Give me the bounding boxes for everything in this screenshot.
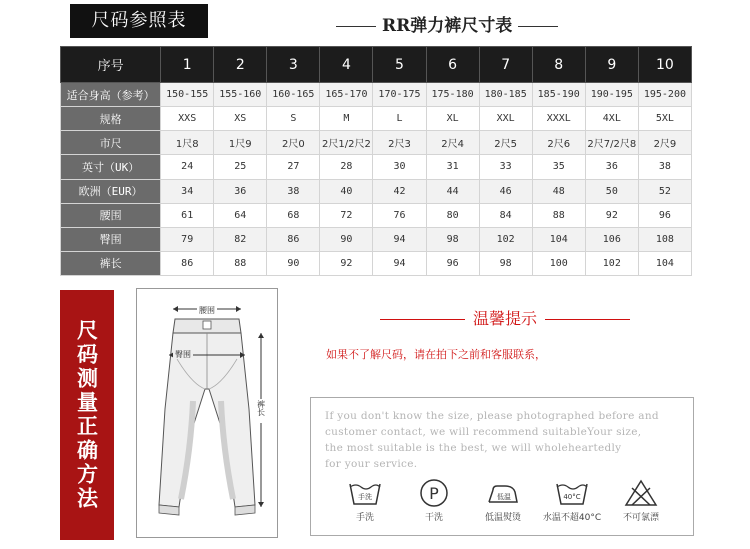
tips-rule-right	[545, 319, 630, 320]
table-cell: 38	[638, 155, 691, 179]
table-row	[61, 179, 692, 203]
page-title	[330, 14, 560, 38]
table-cell: 2尺5	[479, 131, 532, 155]
table-cell: 165-170	[320, 83, 373, 107]
table-cell: 64	[214, 203, 267, 227]
table-cell: 100	[532, 251, 585, 275]
care-label: 手洗	[355, 513, 374, 523]
care-item-hand-wash	[333, 478, 397, 530]
table-cell: 94	[373, 227, 426, 251]
column-header-size-6: 6	[426, 47, 479, 83]
table-cell: 24	[161, 155, 214, 179]
row-label: 欧洲（EUR）	[61, 179, 161, 203]
tips-heading	[355, 306, 655, 332]
table-row	[61, 83, 692, 107]
table-cell: 94	[373, 251, 426, 275]
table-cell: 40	[320, 179, 373, 203]
care-label: 不可氯漂	[622, 513, 659, 523]
care-item-low-temp-iron	[471, 478, 535, 530]
size-table-header	[61, 47, 692, 83]
table-cell: 61	[161, 203, 214, 227]
table-row	[61, 131, 692, 155]
table-cell: 88	[532, 203, 585, 227]
care-icons-row	[333, 478, 673, 530]
title-rule-right	[518, 26, 558, 27]
table-cell: 90	[320, 227, 373, 251]
table-cell: 195-200	[638, 83, 691, 107]
table-cell: 88	[214, 251, 267, 275]
table-cell: 102	[479, 227, 532, 251]
tips-en-line: customer contact, we will recommend suitableYour size,	[325, 426, 642, 438]
table-cell: 46	[479, 179, 532, 203]
table-cell: 104	[638, 251, 691, 275]
table-cell: 2尺1/2尺2	[320, 131, 373, 155]
table-cell: 98	[426, 227, 479, 251]
column-header-size-5: 5	[373, 47, 426, 83]
svg-text:40°C: 40°C	[563, 493, 581, 501]
column-header-index: 序号	[61, 47, 161, 83]
length-label: 裤长	[256, 400, 266, 416]
row-label: 市尺	[61, 131, 161, 155]
size-table	[60, 46, 692, 276]
table-cell: 48	[532, 179, 585, 203]
table-cell: XXL	[479, 107, 532, 131]
table-cell: 80	[426, 203, 479, 227]
tips-en-text	[325, 408, 685, 472]
table-cell: 2尺7/2尺8	[585, 131, 638, 155]
table-cell: 35	[532, 155, 585, 179]
column-header-size-10: 10	[638, 47, 691, 83]
table-cell: 84	[479, 203, 532, 227]
wash-40-icon	[554, 478, 590, 508]
table-cell: 44	[426, 179, 479, 203]
title-text: RR弹力裤尺寸表	[382, 16, 513, 36]
tips-rule-left	[380, 319, 465, 320]
table-cell: 98	[479, 251, 532, 275]
table-cell: 82	[214, 227, 267, 251]
table-cell: 27	[267, 155, 320, 179]
row-label: 臀围	[61, 227, 161, 251]
table-row	[61, 107, 692, 131]
table-cell: 96	[426, 251, 479, 275]
table-cell: 92	[585, 203, 638, 227]
table-cell: 90	[267, 251, 320, 275]
table-cell: 106	[585, 227, 638, 251]
table-row	[61, 227, 692, 251]
pants-diagram	[136, 288, 278, 538]
table-cell: M	[320, 107, 373, 131]
table-cell: 150-155	[161, 83, 214, 107]
table-cell: 102	[585, 251, 638, 275]
table-cell: 92	[320, 251, 373, 275]
table-cell: 4XL	[585, 107, 638, 131]
table-cell: 180-185	[479, 83, 532, 107]
column-header-size-8: 8	[532, 47, 585, 83]
table-cell: 50	[585, 179, 638, 203]
column-header-size-9: 9	[585, 47, 638, 83]
table-cell: 160-165	[267, 83, 320, 107]
care-label: 水温不超40°C	[542, 513, 602, 523]
table-cell: L	[373, 107, 426, 131]
table-cell: 185-190	[532, 83, 585, 107]
waist-label: 腰围	[199, 306, 215, 315]
row-label: 规格	[61, 107, 161, 131]
table-cell: 86	[267, 227, 320, 251]
table-cell: 38	[267, 179, 320, 203]
svg-text:手洗: 手洗	[358, 493, 372, 501]
table-cell: 86	[161, 251, 214, 275]
table-row	[61, 203, 692, 227]
care-label: 低温熨烫	[484, 513, 521, 523]
tips-en-line: If you don't know the size, please photographed before and	[325, 410, 659, 422]
row-label: 适合身高（参考）	[61, 83, 161, 107]
table-cell: 72	[320, 203, 373, 227]
table-cell: 28	[320, 155, 373, 179]
care-item-no-bleach	[609, 478, 673, 530]
tips-cn-text: 如果不了解尺码，请在拍下之前和客服联系，	[326, 348, 546, 361]
table-cell: 25	[214, 155, 267, 179]
table-cell: 5XL	[638, 107, 691, 131]
table-cell: 96	[638, 203, 691, 227]
column-header-size-4: 4	[320, 47, 373, 83]
svg-text:低温: 低温	[497, 493, 511, 501]
table-cell: 2尺0	[267, 131, 320, 155]
table-cell: 68	[267, 203, 320, 227]
tips-en-line: the most suitable is the best, we will wholeheartedly	[325, 442, 622, 454]
table-cell: 76	[373, 203, 426, 227]
low-temp-iron-icon	[485, 478, 521, 508]
table-cell: 2尺4	[426, 131, 479, 155]
dry-clean-icon	[416, 478, 452, 508]
column-header-size-7: 7	[479, 47, 532, 83]
table-cell: 1尺9	[214, 131, 267, 155]
table-cell: 79	[161, 227, 214, 251]
table-cell: 31	[426, 155, 479, 179]
column-header-size-2: 2	[214, 47, 267, 83]
svg-text:P: P	[429, 484, 439, 503]
table-cell: 170-175	[373, 83, 426, 107]
care-item-wash-40	[540, 478, 604, 530]
measure-method-title: 尺码测量正确方法	[74, 319, 100, 511]
table-cell: 2尺3	[373, 131, 426, 155]
care-item-dry-clean	[402, 478, 466, 530]
table-cell: 108	[638, 227, 691, 251]
table-cell: XS	[214, 107, 267, 131]
table-cell: XXXL	[532, 107, 585, 131]
table-cell: XL	[426, 107, 479, 131]
row-label: 裤长	[61, 251, 161, 275]
table-cell: 104	[532, 227, 585, 251]
table-cell: 42	[373, 179, 426, 203]
pants-illustration	[137, 289, 277, 537]
table-cell: 1尺8	[161, 131, 214, 155]
table-cell: 155-160	[214, 83, 267, 107]
tips-heading-text: 温馨提示	[472, 309, 537, 328]
table-cell: 36	[214, 179, 267, 203]
table-cell: XXS	[161, 107, 214, 131]
care-label: 干洗	[424, 513, 443, 523]
section-label: 尺码参照表	[70, 4, 208, 38]
table-row	[61, 251, 692, 275]
tips-box	[310, 397, 694, 536]
table-cell: 175-180	[426, 83, 479, 107]
tips-en-line: for your service.	[325, 458, 418, 470]
row-label: 英寸（UK）	[61, 155, 161, 179]
table-cell: 2尺6	[532, 131, 585, 155]
table-cell: 34	[161, 179, 214, 203]
hand-wash-icon	[347, 478, 383, 508]
column-header-size-1: 1	[161, 47, 214, 83]
table-cell: 52	[638, 179, 691, 203]
table-row	[61, 155, 692, 179]
table-cell: 36	[585, 155, 638, 179]
column-header-size-3: 3	[267, 47, 320, 83]
measure-method-banner	[60, 290, 114, 540]
table-cell: 33	[479, 155, 532, 179]
table-cell: 30	[373, 155, 426, 179]
size-table-body	[61, 83, 692, 276]
row-label: 腰围	[61, 203, 161, 227]
hip-label: 臀围	[175, 350, 191, 359]
no-bleach-icon	[623, 478, 659, 508]
table-cell: 190-195	[585, 83, 638, 107]
title-rule-left	[336, 26, 376, 27]
table-cell: S	[267, 107, 320, 131]
table-cell: 2尺9	[638, 131, 691, 155]
